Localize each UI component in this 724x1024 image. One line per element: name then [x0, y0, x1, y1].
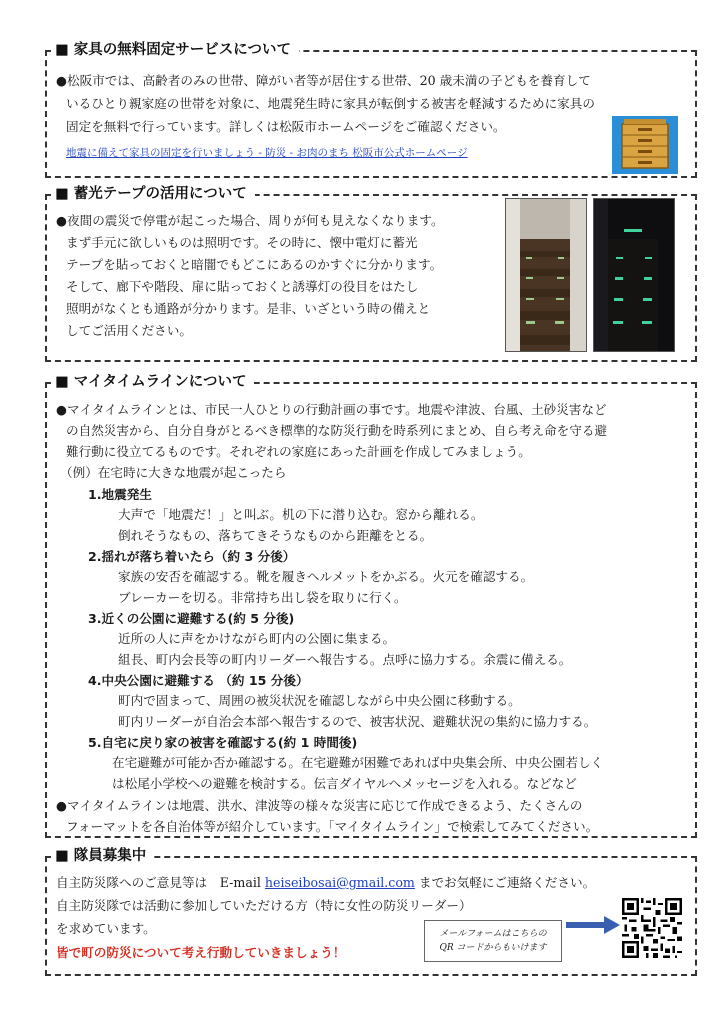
qr-code[interactable]	[622, 898, 682, 958]
qr-note-line-1: メールフォームはこちらの	[439, 929, 547, 939]
step-5-line-1: 在宅避難が可能か否か確認する。在宅避難が困難であれば中央集会所、中央公園若しく	[112, 755, 604, 770]
step-1-line-2: 倒れそうなもの、落ちてきそうなものから距離をとる。	[118, 528, 433, 543]
furniture-link[interactable]: 地震に備えて家具の固定を行いましょう - 防災 - お肉のまち 松阪市公式ホームページ	[66, 147, 468, 159]
luminous-line-4: そして、廊下や階段、扉に貼っておくと誘導灯の役目をはたし	[66, 279, 419, 294]
stairs-dark-image	[594, 199, 674, 351]
step-3-line-2: 組長、町内会長等の町内リーダーへ報告する。点呼に協力する。余震に備える。	[118, 652, 572, 667]
section-timeline-heading: ■ マイタイムラインについて	[53, 372, 254, 392]
section-furniture-line-2: いるひとり親家庭の世帯を対象に、地震発生時に家具が転倒する被害を軽減するために家具の	[66, 96, 595, 111]
section-furniture-line-1: ●松阪市では、高齢者のみの世帯、障がい者等が居住する世帯、20 歳未満の子どもを養育して	[56, 73, 591, 88]
timeline-outro-1: ●マイタイムラインは地震、洪水、津波等の様々な災害に応じて作成できるよう、たくさんの	[56, 798, 583, 813]
step-3-line-1: 近所の人に声をかけながら町内の公園に集まる。	[118, 631, 396, 646]
recruit-line-1: 自主防災隊へのご意見等は E-mail heiseibosai@gmail.com までお気軽にご連絡ください。	[56, 875, 596, 890]
step-4-line-2: 町内リーダーが自治会本部へ報告するので、被害状況、避難状況の集約に協力する。	[118, 714, 597, 729]
step-2-line-2: ブレーカーを切る。非常持ち出し袋を取りに行く。	[118, 590, 407, 605]
timeline-intro-1: ●マイタイムラインとは、市民一人ひとりの行動計画の事です。地震や津波、台風、土砂災害など	[56, 402, 607, 417]
recruit-call-to-action: 皆で町の防災について考え行動していきましょう！	[56, 945, 346, 960]
cabinet-illustration	[612, 116, 678, 174]
cabinet-icon	[612, 116, 678, 174]
step-4-title: 4.中央公園に避難する （約 15 分後）	[88, 673, 309, 688]
stairs-light-image	[506, 199, 586, 351]
section-recruit-heading: ■ 隊員募集中	[53, 846, 154, 866]
timeline-outro-2: フォーマットを各自治体等が紹介しています。「マイタイムライン」で検索してみてください。	[66, 819, 599, 834]
stairs-photo-dark	[593, 198, 675, 352]
recruit-line-3: を求めています。	[56, 921, 156, 936]
stairs-photo-light	[505, 198, 587, 352]
step-3-title: 3.近くの公園に避難する(約 5 分後)	[88, 611, 295, 626]
email-link[interactable]: heiseibosai@gmail.com	[264, 875, 415, 890]
luminous-line-6: してご活用ください。	[66, 323, 192, 338]
section-luminous-heading: ■ 蓄光テープの活用について	[53, 184, 255, 204]
timeline-intro-2: の自然災害から、自分自身がとるべき標準的な防災行動を時系列にまとめ、自ら考え命を守る避	[66, 423, 608, 438]
section-furniture-line-3: 固定を無料で行っています。詳しくは松阪市ホームページをご確認ください。	[66, 119, 506, 134]
luminous-line-1: ●夜間の震災で停電が起こった場合、周りが何も見えなくなります。	[56, 213, 444, 228]
luminous-line-3: テープを貼っておくと暗闇でもどこにあるのかすぐに分かります。	[66, 257, 443, 272]
step-2-line-1: 家族の安否を確認する。靴を履きヘルメットをかぶる。火元を確認する。	[118, 569, 534, 584]
step-2-title: 2.揺れが落ち着いたら（約 3 分後）	[88, 549, 296, 564]
step-4-line-1: 町内で固まって、周囲の被災状況を確認しながら中央公園に移動する。	[118, 693, 521, 708]
timeline-example: （例）在宅時に大きな地震が起こったら	[60, 465, 287, 480]
qr-note-line-2: QR コードからもいけます	[439, 943, 547, 953]
qr-note	[424, 920, 562, 962]
step-1-line-1: 大声で「地震だ！」と叫ぶ。机の下に潜り込む。窓から離れる。	[118, 507, 484, 522]
step-5-line-2: は松尾小学校への避難を検討する。伝言ダイヤルへメッセージを入れる。などなど	[112, 776, 577, 791]
right-arrow-icon	[566, 916, 620, 934]
recruit-line-2: 自主防災隊では活動に参加していただける方（特に女性の防災リーダー）	[56, 898, 472, 913]
section-furniture-heading: ■ 家具の無料固定サービスについて	[53, 40, 299, 60]
luminous-line-2: まず手元に欲しいものは照明です。その時に、懐中電灯に蓄光	[66, 235, 418, 250]
step-1-title: 1.地震発生	[88, 487, 152, 502]
step-5-title: 5.自宅に戻り家の被害を確認する(約 1 時間後)	[88, 735, 358, 750]
timeline-intro-3: 難行動に役立てるものです。それぞれの家庭にあった計画を作成してみましょう。	[66, 444, 531, 459]
luminous-line-5: 照明がなくとも通路が分かります。是非、いざという時の備えと	[66, 301, 431, 316]
